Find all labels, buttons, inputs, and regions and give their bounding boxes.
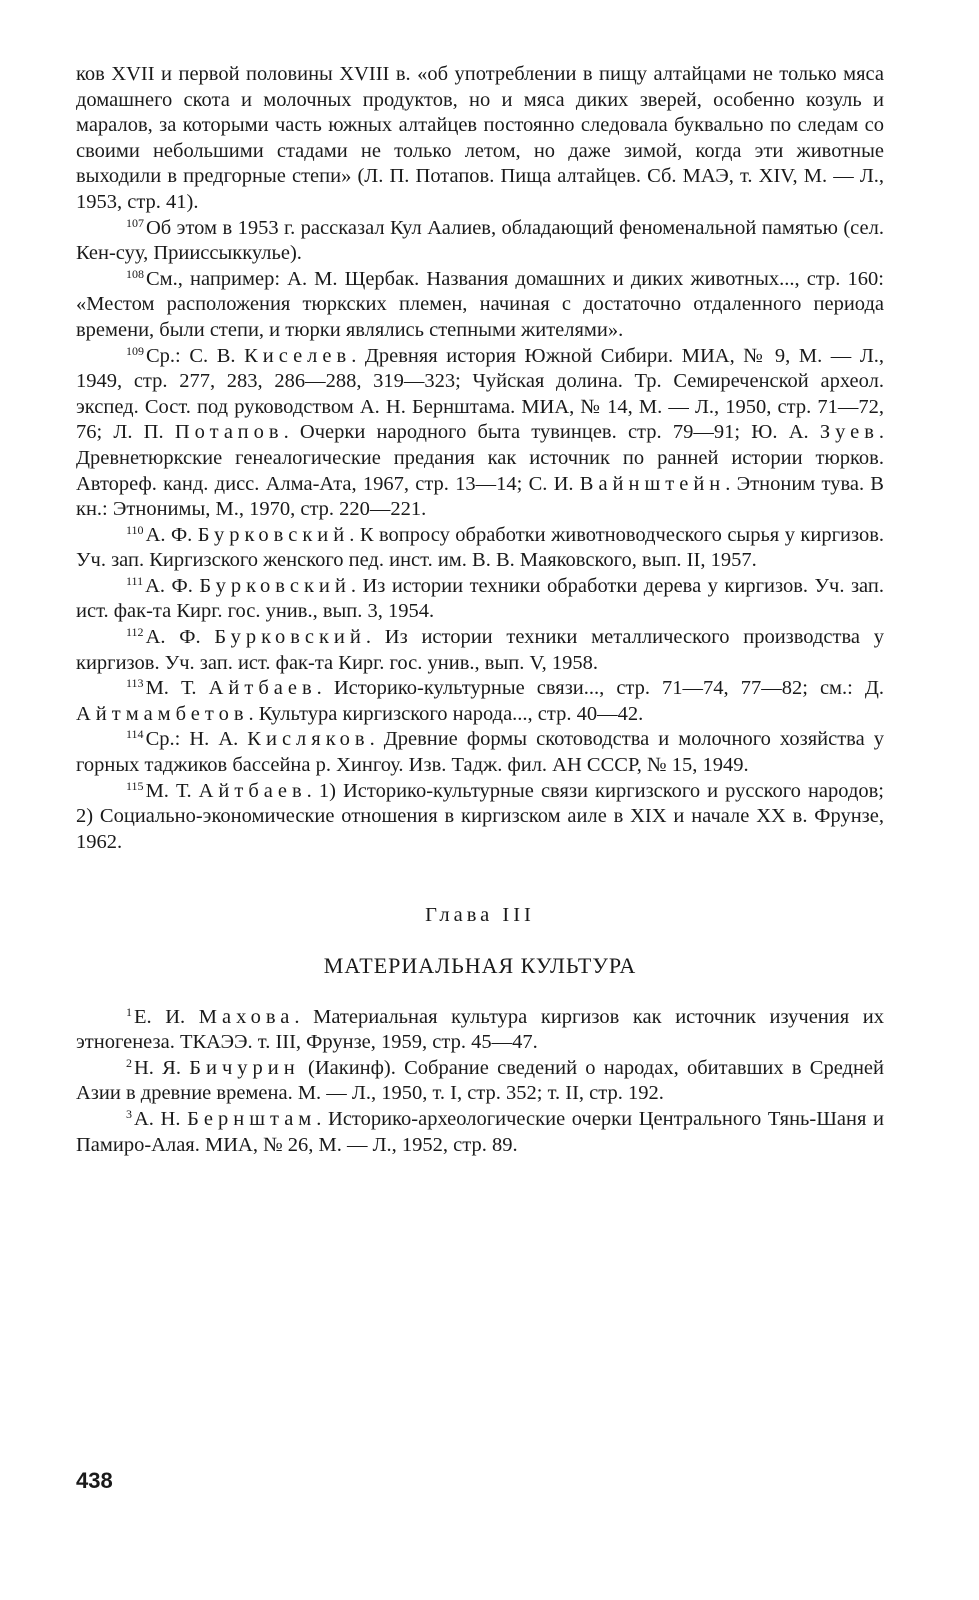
footnote-number: 110 bbox=[126, 522, 144, 537]
footnote bbox=[76, 344, 884, 523]
author-name: Кисляков bbox=[247, 728, 370, 751]
footnote-text: Ср.: Н. А. bbox=[145, 728, 248, 751]
footnote-text: А. Ф. bbox=[145, 626, 215, 649]
author-name: Бернштам bbox=[187, 1107, 317, 1130]
author-name: Айтбаев bbox=[198, 779, 307, 802]
footnote bbox=[76, 267, 884, 344]
author-name: Айтбаев bbox=[208, 677, 317, 700]
author-name: Бичурин bbox=[189, 1056, 300, 1079]
footnote bbox=[76, 216, 884, 267]
page-number: 438 bbox=[76, 1468, 113, 1493]
footnote-text: Е. И. bbox=[134, 1005, 199, 1028]
footnote-text: . Из истории техники обработки дерева у киргизов. Уч. зап. ист. фак-та Кирг. гос. унив., вып. 3, 1954. bbox=[76, 574, 884, 623]
footnote-text: . Историко-археологические очерки Центрального Тянь-Шаня и Памиро-Алая. МИА, № 26, М. — Л., 1952, стр. 89. bbox=[76, 1107, 884, 1156]
footnote-number: 113 bbox=[126, 676, 144, 691]
footnote bbox=[76, 1005, 884, 1056]
footnote-text: Ср.: С. В. bbox=[146, 344, 245, 367]
footnote-text: . Древние формы скотоводства и молочного хозяйства у горных таджиков бассейна р. Хингоу. Изв. Тадж. фил. АН СССР, № 15, 1949. bbox=[76, 728, 884, 777]
footnote-number: 108 bbox=[126, 266, 144, 281]
footnote-text: М. Т. bbox=[145, 779, 199, 802]
footnote-number: 1 bbox=[126, 1004, 132, 1019]
author-name: Зуев bbox=[819, 421, 879, 444]
footnote bbox=[76, 523, 884, 574]
footnote-number: 112 bbox=[126, 625, 144, 640]
footnote-text: . К вопросу обработки животноводческого сырья у киргизов. Уч. зап. Киргизского женского пед. инст. им. В. В. Маяковского, вып. II, 1957. bbox=[76, 523, 884, 572]
footnote-text: . Из истории техники металлического производства у киргизов. Уч. зап. ист. фак-та Кирг. гос. унив., вып. V, 1958. bbox=[76, 626, 884, 674]
footnote-text: А. Н. bbox=[134, 1107, 188, 1130]
footnote-number: 2 bbox=[126, 1055, 132, 1070]
footnote bbox=[76, 574, 884, 625]
author-name: Айтмамбетов bbox=[76, 702, 249, 725]
footnote-text: . Материальная культура киргизов как источник изучения их этногенеза. ТКАЭЭ. т. III, Фрунзе, 1959, стр. 45—47. bbox=[76, 1005, 885, 1054]
author-name: Потапов bbox=[174, 421, 284, 444]
footnote-text: См., например: А. М. Щербак. Названия домашних и диких животных..., стр. 160: «Местом расположения тюркских племен, начиная с достаточно отдаленного периода времени, были степи, и тюрки являлись степными жителями». bbox=[76, 267, 884, 341]
footnote-text: . Древнетюркские генеалогические предания как источник по ранней истории тюрков. Автореф. канд. дисс. Алма-Ата, 1967, стр. 13—14; С. И. bbox=[76, 421, 885, 495]
author-name: Киселев bbox=[244, 344, 352, 367]
footnote-text: А. Ф. bbox=[145, 523, 198, 546]
footnote-text: Н. Я. bbox=[134, 1056, 190, 1079]
footnote-text: . Культура киргизского народа..., стр. 40—42. bbox=[248, 702, 644, 725]
footnote-number: 107 bbox=[126, 215, 144, 230]
footnotes-list bbox=[76, 216, 884, 856]
footnote bbox=[76, 779, 884, 856]
author-name: Бурковский bbox=[197, 523, 350, 546]
chapter-label: Глава III bbox=[425, 904, 535, 927]
footnote bbox=[76, 676, 884, 727]
footnote bbox=[76, 1107, 884, 1158]
footnote-text: Об этом в 1953 г. рассказал Кул Аалиев, обладающий феноменальной памятью (сел. Кен-суу, Приисcыккулье). bbox=[76, 216, 884, 265]
page-body bbox=[76, 62, 884, 1158]
author-name: Бурковский bbox=[199, 574, 351, 597]
footnote-text: . Историко-культурные связи..., стр. 71—74, 77—82; см.: Д. bbox=[316, 677, 885, 700]
chapter-footnotes-list bbox=[76, 1005, 884, 1159]
footnote-text: М. Т. bbox=[145, 677, 209, 700]
author-name: Вайнштейн bbox=[579, 472, 726, 495]
footnote bbox=[76, 1056, 884, 1107]
author-name: Махова bbox=[198, 1005, 295, 1028]
footnote bbox=[76, 727, 884, 778]
continuation-paragraph: ков XVII и первой половины XVIII в. «об употреблении в пищу алтайцами не только мяса домашнего скота и молочных продуктов, но и мяса диких зверей, особенно козуль и маралов, за которыми часть южных алтайцев постоянно следовала буквально по следам со своими небольшими стадами не только летом, но даже зимой, когда эти животные выходили в предгорные степи» (Л. П. Потапов. Пища алтайцев. Сб. МАЭ, т. XIV, М. — Л., 1953, стр. 41). bbox=[76, 63, 884, 213]
author-name: Бурковский bbox=[214, 626, 366, 649]
chapter-title: МАТЕРИАЛЬНАЯ КУЛЬТУРА bbox=[323, 953, 637, 978]
footnote-text: (Иакинф). Собрание сведений о народах, обитавших в Средней Азии в древние времена. М. — Л., 1950, т. I, стр. 352; т. II, стр. 192. bbox=[76, 1056, 885, 1105]
footnote-number: 111 bbox=[126, 573, 144, 588]
footnote bbox=[76, 625, 884, 676]
footnote-text: . Этноним тува. В кн.: Этнонимы, М., 1970, стр. 220—221. bbox=[76, 472, 884, 521]
footnote-number: 3 bbox=[126, 1106, 132, 1121]
footnote-text: . Древняя история Южной Сибири. МИА, № 9, М. — Л., 1949, стр. 277, 283, 286—288, 319—323; Чуйская долина. Тр. Семиреченской археол. экспед. Сост. под руководством А. Н. Бернштама. МИА, № 14, М. — Л., 1950, стр. 71—72, 76; Л. П. bbox=[76, 344, 885, 444]
footnote-text: . Очерки народного быта тувинцев. стр. 79—91; Ю. А. bbox=[283, 421, 820, 444]
footnote-text: А. Ф. bbox=[145, 574, 200, 597]
footnote-number: 109 bbox=[126, 343, 144, 358]
footnote-number: 114 bbox=[126, 727, 144, 742]
footnote-text: . 1) Историко-культурные связи киргизского и русского народов; 2) Социально-экономические отношения в киргизском аиле в XIX и начале XX в. Фрунзе, 1962. bbox=[76, 779, 884, 853]
footnote-number: 115 bbox=[126, 778, 144, 793]
